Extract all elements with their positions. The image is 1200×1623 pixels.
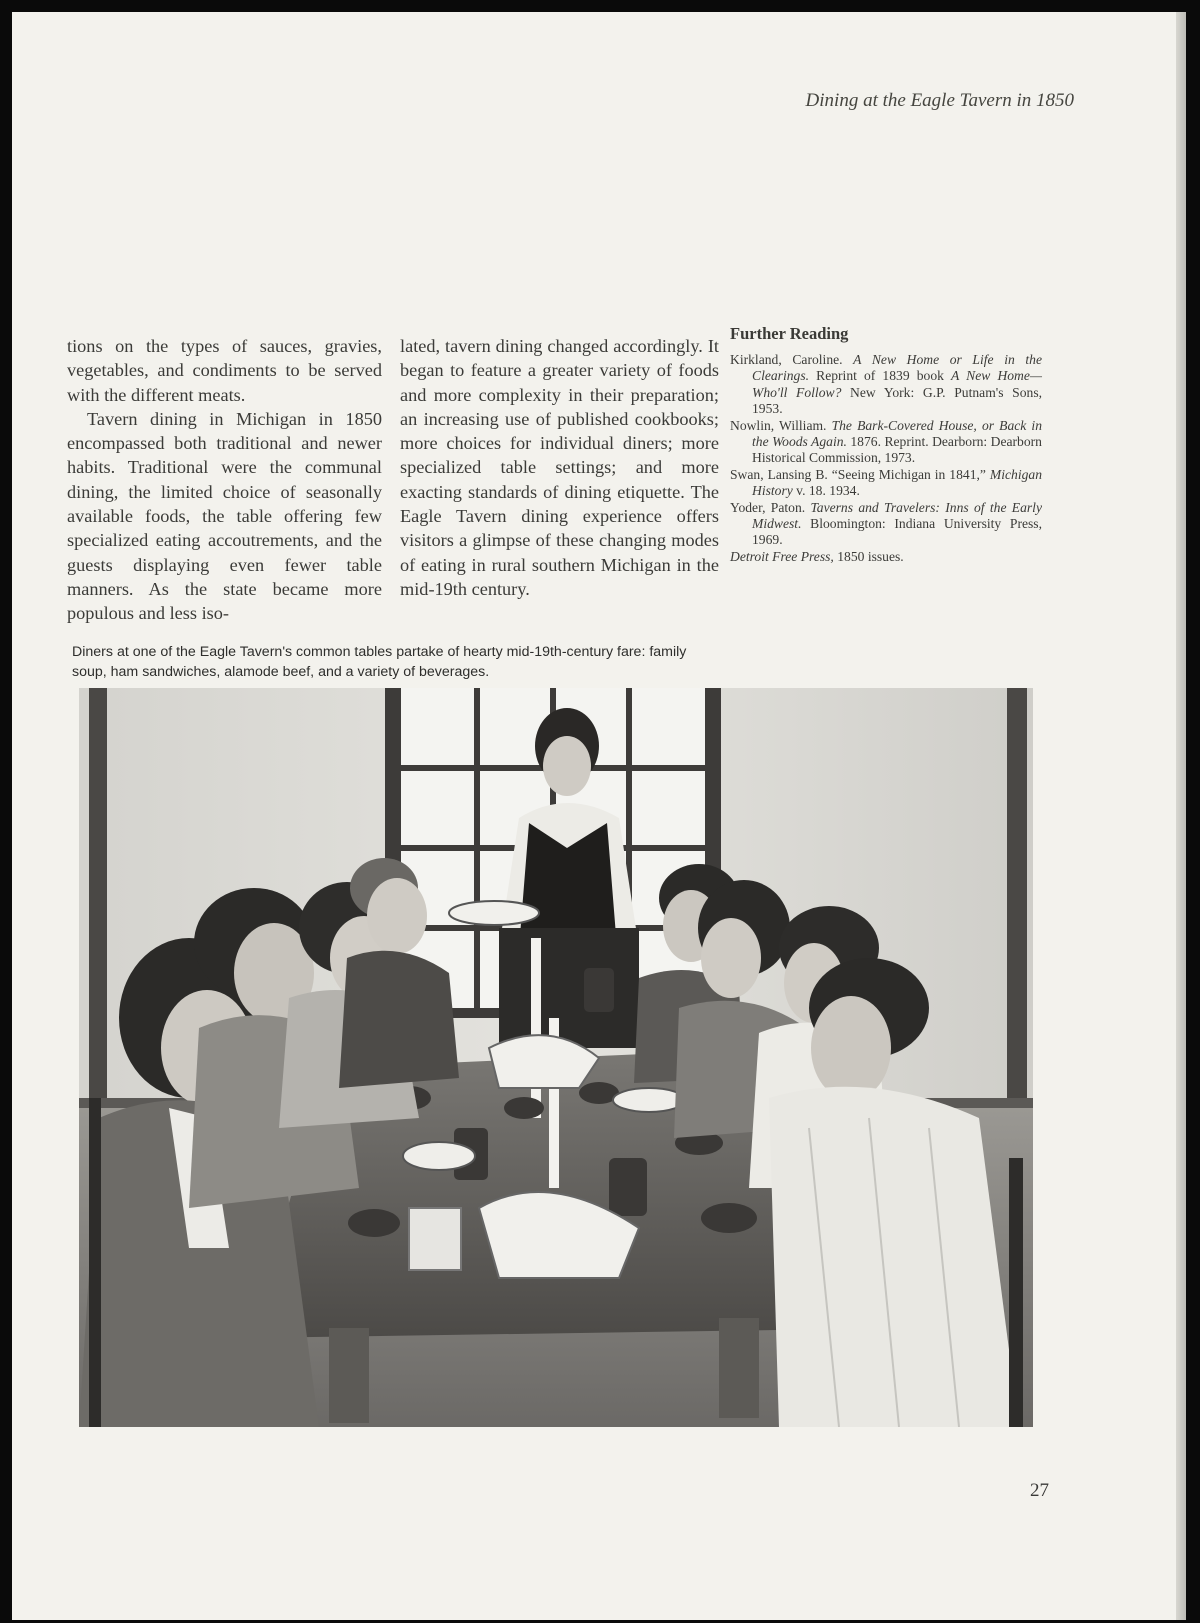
paragraph: Tavern dining in Michigan in 1850 encompassed both traditional and newer habits. Traditional were the communal dining, the limited choice of seasonally available foods, the table offering few specialized eating accoutrements, and the guests displaying even fewer table manners. As the state became more populous and less iso- xyxy=(67,408,382,624)
body-column-2 xyxy=(400,334,719,601)
reference-item: Swan, Lansing B. “Seeing Michigan in 1841,” Michigan History v. 18. 1934. xyxy=(730,466,1042,499)
reference-item: Nowlin, William. The Bark-Covered House, or Back in the Woods Again. 1876. Reprint. Dearborn: Dearborn Historical Commission, 1973. xyxy=(730,417,1043,466)
page-edge xyxy=(1176,12,1186,1620)
dining-photograph xyxy=(79,688,1033,1427)
running-head: Dining at the Eagle Tavern in 1850 xyxy=(805,90,1074,111)
page xyxy=(12,12,1186,1620)
page-number: 27 xyxy=(1030,1480,1049,1501)
reference-item: Detroit Free Press, 1850 issues. xyxy=(730,548,904,564)
further-reading xyxy=(730,324,1042,565)
paragraph: tions on the types of sauces, gravies, vegetables, and condiments to be served with the different meats. xyxy=(67,336,382,405)
body-column-1 xyxy=(67,334,382,626)
reference-item: Yoder, Paton. Taverns and Travelers: Inns of the Early Midwest. Bloomington: Indiana University Press, 1969. xyxy=(730,499,1042,548)
photo-caption: Diners at one of the Eagle Tavern's common tables partake of hearty mid-19th-century fare: family soup, ham sandwiches, alamode beef, and a variety of beverages. xyxy=(72,644,687,680)
reference-item: Kirkland, Caroline. A New Home or Life in the Clearings. Reprint of 1839 book A New Home—Who'll Follow? New York: G.P. Putnam's Sons, 1953. xyxy=(730,352,1043,417)
paragraph: lated, tavern dining changed accordingly. It began to feature a greater variety of foods and more complexity in their preparation; an increasing use of published cookbooks; more choices for individual diners; more specialized table settings; and more exacting standards of dining etiquette. The Eagle Tavern dining experience offers visitors a glimpse of these changing modes of eating in rural southern Michigan in the mid-19th century. xyxy=(400,336,719,599)
further-reading-heading: Further Reading xyxy=(730,324,849,343)
